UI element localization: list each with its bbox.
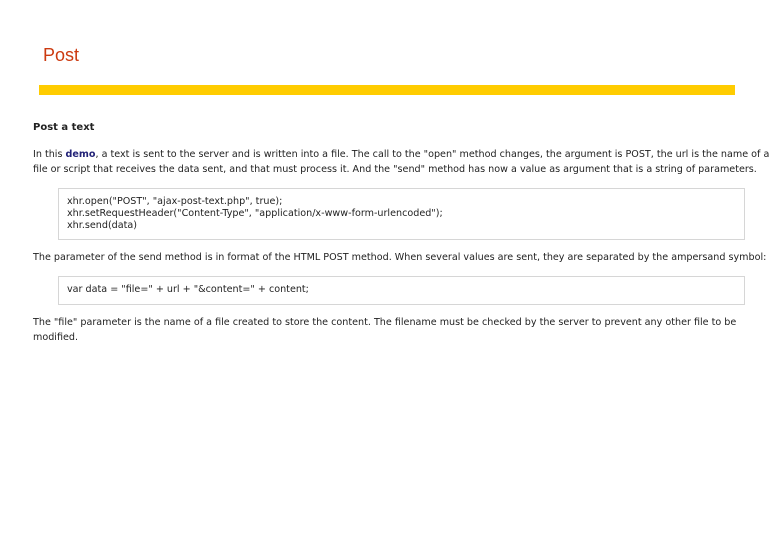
intro-text-after: , a text is sent to the server and is written into a file. The call to the "open" method changes, the argument is POST, the url is the name of a file or script that receives the data sent, and that must process it. And the "send" method has now a value as argument that is a string of parameters. [33, 149, 770, 175]
send-parameter-paragraph: The parameter of the send method is in format of the HTML POST method. When several values are sent, they are separated by the ampersand symbol: [33, 252, 767, 263]
intro-paragraph [33, 147, 771, 177]
file-parameter-paragraph: The "file" parameter is the name of a file created to store the content. The filename must be checked by the server to prevent any other file to be modified. [33, 317, 737, 343]
article-body [33, 120, 771, 345]
code-block-data [58, 276, 745, 305]
code-line: xhr.setRequestHeader("Content-Type", "application/x-www-form-urlencoded"); [67, 208, 443, 219]
title-divider-bar [39, 85, 735, 95]
demo-link[interactable]: demo [65, 149, 96, 160]
page-title: Post [43, 45, 80, 65]
code-line: var data = "file=" + url + "&content=" + content; [67, 284, 309, 295]
code-line: xhr.send(data) [67, 220, 138, 231]
section-heading: Post a text [33, 122, 95, 133]
code-block-xhr [58, 188, 745, 240]
intro-text-before: In this [33, 149, 66, 160]
code-line: xhr.open("POST", "ajax-post-text.php", true); [67, 196, 283, 207]
